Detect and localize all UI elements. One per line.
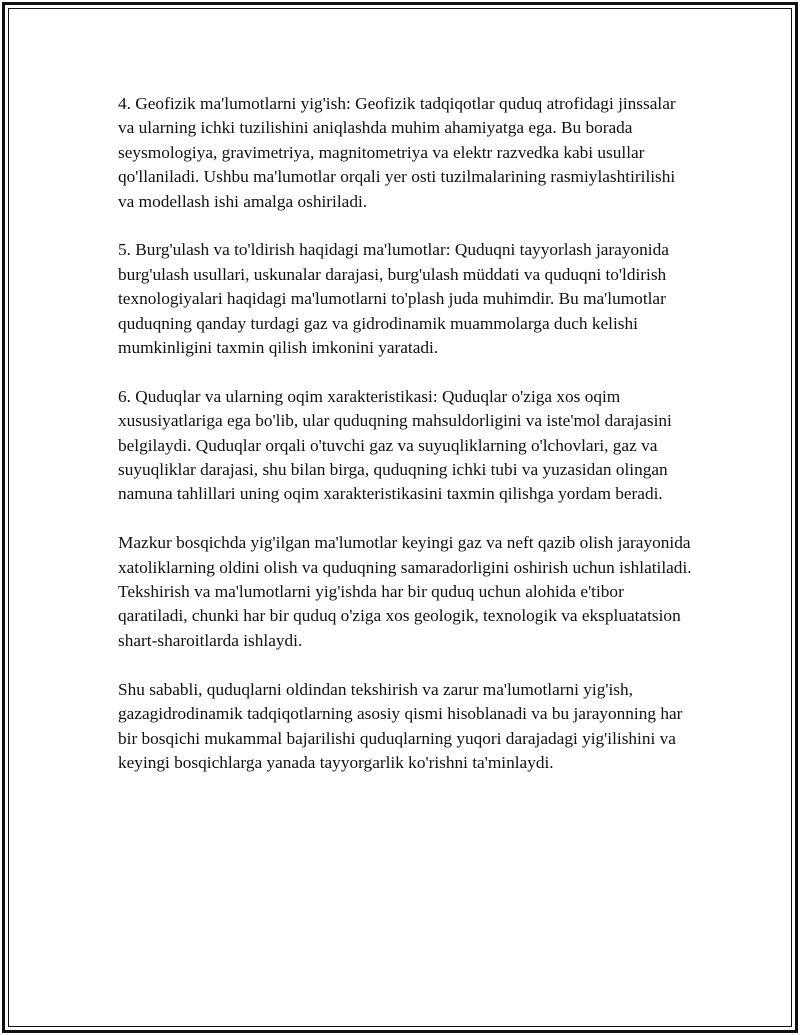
paragraph-stage-data-usage: Mazkur bosqichda yig'ilgan ma'lumotlar keyingi gaz va neft qazib olish jarayonida xatoliklarning oldini olish va quduqning samaradorligini oshirish uchun ishlatiladi. Tekshirish va ma'lumotlarni yig'ishda har bir quduq uchun alohida e'tibor qaratiladi, chunki har bir quduq o'ziga xos geologik, texnologik va ekspluatatsion shart-sharoitlarda ishlaydi. (118, 533, 692, 650)
paragraph-drilling-data: 5. Burg'ulash va to'ldirish haqidagi ma'lumotlar: Quduqni tayyorlash jarayonida burg'ulash usullari, uskunalar darajasi, burg'ulash müddati va quduqni to'ldirish texnologiyalari haqidagi ma'lumotlarni to'plash juda muhimdir. Bu ma'lumotlar quduqning qanday turdagi gaz va gidrodinamik muammolarga duch kelishi mumkinligini taxmin qilish imkonini yaratadi. (118, 240, 669, 358)
paragraph-conclusion: Shu sababli, quduqlarni oldindan tekshirish va zarur ma'lumotlarni yig'ish, gazagidrodinamik tadqiqotlarning asosiy qismi hisoblanadi va bu jarayonning har bir bosqichi mukammal bajarilishi quduqlarning yuqori darajadagi yig'ilishini va keyingi bosqichlarga yanada tayyorgarlik ko'rishni ta'minlaydi. (118, 679, 683, 772)
document-body (118, 92, 693, 800)
paragraph-geophysical-data: 4. Geofizik ma'lumotlarni yig'ish: Geofizik tadqiqotlar quduq atrofidagi jinssalar va ularning ichki tuzilishini aniqlashda muhim ahamiyatga ega. Bu borada seysmologiya, gravimetriya, magnitometriya va elektr razvedka kabi usullar qo'llaniladi. Ushbu ma'lumotlar orqali yer osti tuzilmalarining rasmiylashtirilishi va modellash ishi amalga oshiriladi. (118, 94, 676, 211)
paragraph-well-flow-characteristics: 6. Quduqlar va ularning oqim xarakteristikasi: Quduqlar o'ziga xos oqim xususiyatlariga ega bo'lib, ular quduqning mahsuldorligini va iste'mol darajasini belgilaydi. Quduqlar orqali o'tuvchi gaz va suyuqliklarning o'lchovlari, gaz va suyuqliklar darajasi, shu bilan birga, quduqning ichki tubi va yuzasidan olingan namuna tahlillari uning oqim xarakteristikasini taxmin qilishga yordam beradi. (118, 386, 672, 504)
